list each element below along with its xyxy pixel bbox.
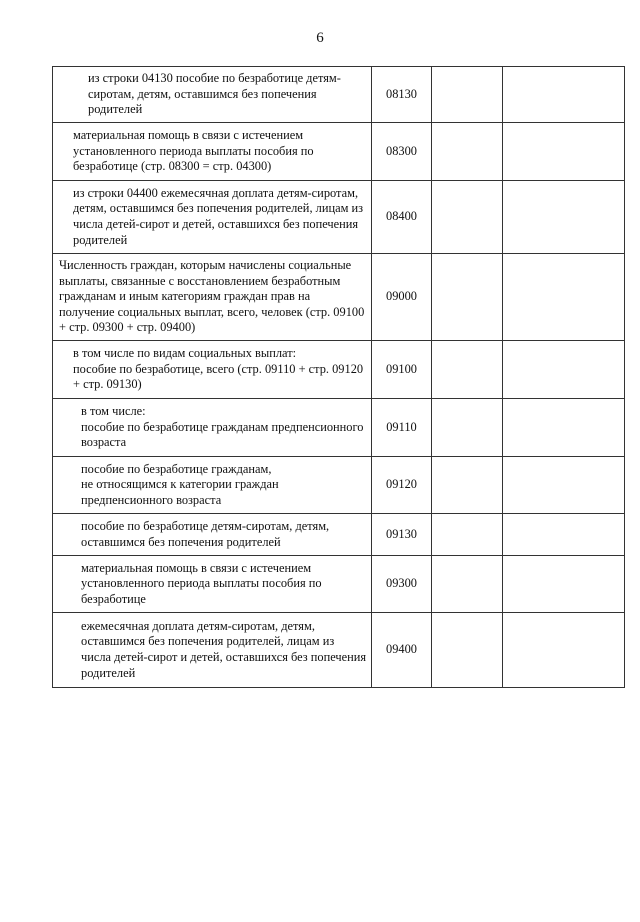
page-number: 6 [316, 30, 324, 46]
row-label-cell [53, 613, 372, 688]
row-label-cell [53, 457, 372, 514]
row-code: 09300 [386, 576, 417, 591]
row-label: в том числе: пособие по безработице гражданам предпенсионного возраста [81, 404, 364, 450]
row-label: ежемесячная доплата детям-сиротам, детям, оставшимся без попечения родителей, лицам из числа детей-сирот и детей, оставшихся без попечения родителей [81, 618, 367, 680]
table-row [53, 254, 625, 341]
row-code-cell [372, 181, 432, 254]
row-code: 09130 [386, 526, 417, 541]
report-table [52, 66, 625, 688]
value-cell[interactable] [432, 254, 503, 341]
row-code: 08400 [386, 209, 417, 224]
row-label-cell [53, 341, 372, 399]
row-label-cell [53, 123, 372, 181]
table-row [53, 67, 625, 123]
value-cell[interactable] [432, 613, 503, 688]
row-label: Численность граждан, которым начислены социальные выплаты, связанные с восстановлением безработным гражданам и иным категориям граждан прав на получение социальных выплат, всего, человек (стр. 09100 + стр. 09300 + стр. 09400) [59, 258, 365, 335]
row-label: из строки 04130 пособие по безработице детям-сиротам, детям, оставшимся без попечения родителей [88, 71, 341, 117]
row-code-cell [372, 123, 432, 181]
row-label: материальная помощь в связи с истечением установленного периода выплаты пособия по безработице [81, 560, 322, 606]
table-row [53, 181, 625, 254]
table-row [53, 556, 625, 613]
row-code-cell [372, 399, 432, 457]
table-row [53, 514, 625, 556]
row-label: в том числе по видам социальных выплат: пособие по безработице, всего (стр. 09110 + стр. 09120 + стр. 09130) [73, 346, 364, 392]
value-cell[interactable] [432, 556, 503, 613]
value-cell[interactable] [503, 341, 625, 399]
row-code: 08130 [386, 86, 417, 101]
row-label: материальная помощь в связи с истечением установленного периода выплаты пособия по безработице (стр. 08300 = стр. 04300) [73, 128, 314, 174]
row-code-cell [372, 556, 432, 613]
table-row [53, 123, 625, 181]
row-label: пособие по безработице детям-сиротам, детям, оставшимся без попечения родителей [81, 518, 330, 549]
row-label-cell [53, 399, 372, 457]
row-label-cell [53, 181, 372, 254]
value-cell[interactable] [503, 556, 625, 613]
table-row [53, 613, 625, 688]
value-cell[interactable] [432, 181, 503, 254]
row-code: 09400 [386, 642, 417, 657]
row-code-cell [372, 514, 432, 556]
value-cell[interactable] [503, 67, 625, 123]
row-code-cell [372, 67, 432, 123]
value-cell[interactable] [503, 399, 625, 457]
row-label-cell [53, 254, 372, 341]
value-cell[interactable] [432, 514, 503, 556]
row-code-cell [372, 613, 432, 688]
row-code-cell [372, 341, 432, 399]
row-code-cell [372, 254, 432, 341]
value-cell[interactable] [503, 181, 625, 254]
value-cell[interactable] [503, 254, 625, 341]
value-cell[interactable] [432, 457, 503, 514]
row-code-cell [372, 457, 432, 514]
value-cell[interactable] [432, 399, 503, 457]
row-code: 09000 [386, 289, 417, 304]
row-code: 09120 [386, 477, 417, 492]
row-label-cell [53, 514, 372, 556]
row-label-cell [53, 556, 372, 613]
value-cell[interactable] [503, 123, 625, 181]
row-code: 09110 [386, 419, 417, 434]
row-label: пособие по безработице гражданам, не относящимся к категории граждан предпенсионного возраста [81, 461, 279, 507]
value-cell[interactable] [503, 613, 625, 688]
row-code: 09100 [386, 361, 417, 376]
table-row [53, 457, 625, 514]
value-cell[interactable] [432, 123, 503, 181]
table-row [53, 399, 625, 457]
row-code: 08300 [386, 143, 417, 158]
value-cell[interactable] [503, 514, 625, 556]
row-label: из строки 04400 ежемесячная доплата детям-сиротам, детям, оставшимся без попечения родителей, лицам из числа детей-сирот и детей, оставшихся без попечения родителей [73, 185, 364, 247]
row-label-cell [53, 67, 372, 123]
value-cell[interactable] [432, 341, 503, 399]
table-row [53, 341, 625, 399]
value-cell[interactable] [503, 457, 625, 514]
value-cell[interactable] [432, 67, 503, 123]
